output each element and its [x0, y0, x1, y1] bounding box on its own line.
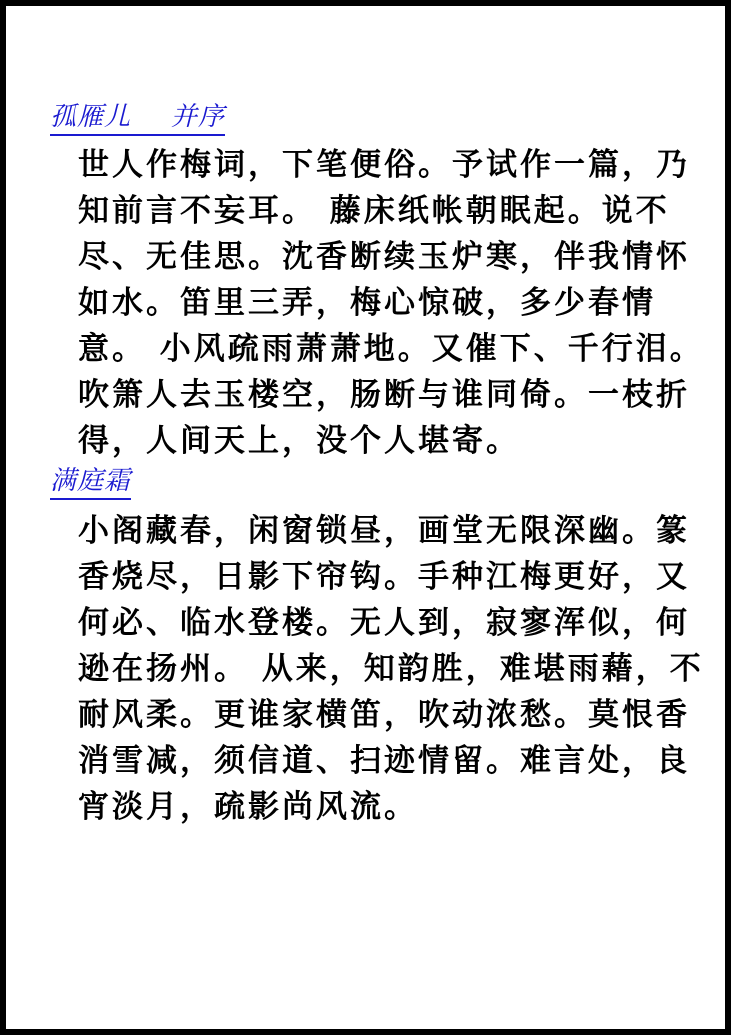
poem-subtitle-text: 并序 — [171, 102, 226, 132]
poem-line: 得，人间天上，没个人堪寄。 — [78, 423, 520, 459]
poem-body-mantingshuang — [78, 508, 704, 830]
poem-title-text: 孤雁儿 — [50, 102, 132, 132]
poem-line: 消雪减，须信道、扫迹情留。难言处，良 — [78, 743, 690, 779]
poem-title-mantingshuang — [50, 466, 131, 500]
poem-line: 吹箫人去玉楼空，肠断与谁同倚。一枝折 — [78, 377, 690, 413]
poem-body-guyaner — [78, 142, 704, 464]
poem-line: 耐风柔。更谁家横笛，吹动浓愁。莫恨香 — [78, 697, 690, 733]
poem-line: 意。 小风疏雨萧萧地。又催下、千行泪。 — [78, 331, 704, 367]
document-page — [6, 6, 725, 1029]
poem-line: 小阁藏春，闲窗锁昼，画堂无限深幽。篆 — [78, 513, 690, 549]
poem-line: 逊在扬州。 从来，知韵胜，难堪雨藉，不 — [78, 651, 704, 687]
poem-line: 知前言不妄耳。 藤床纸帐朝眠起。说不 — [78, 193, 670, 229]
poem-title-text: 满庭霜 — [50, 466, 132, 496]
poem-line: 宵淡月，疏影尚风流。 — [78, 789, 418, 825]
poem-line: 何必、临水登楼。无人到，寂寥浑似，何 — [78, 605, 690, 641]
poem-line: 香烧尽，日影下帘钩。手种江梅更好，又 — [78, 559, 690, 595]
poem-title-guyaner — [50, 102, 225, 136]
poem-line: 尽、无佳思。沈香断续玉炉寒，伴我情怀 — [78, 239, 690, 275]
poem-line: 如水。笛里三弄，梅心惊破，多少春情 — [78, 285, 656, 321]
poem-line: 世人作梅词，下笔便俗。予试作一篇，乃 — [78, 147, 690, 183]
